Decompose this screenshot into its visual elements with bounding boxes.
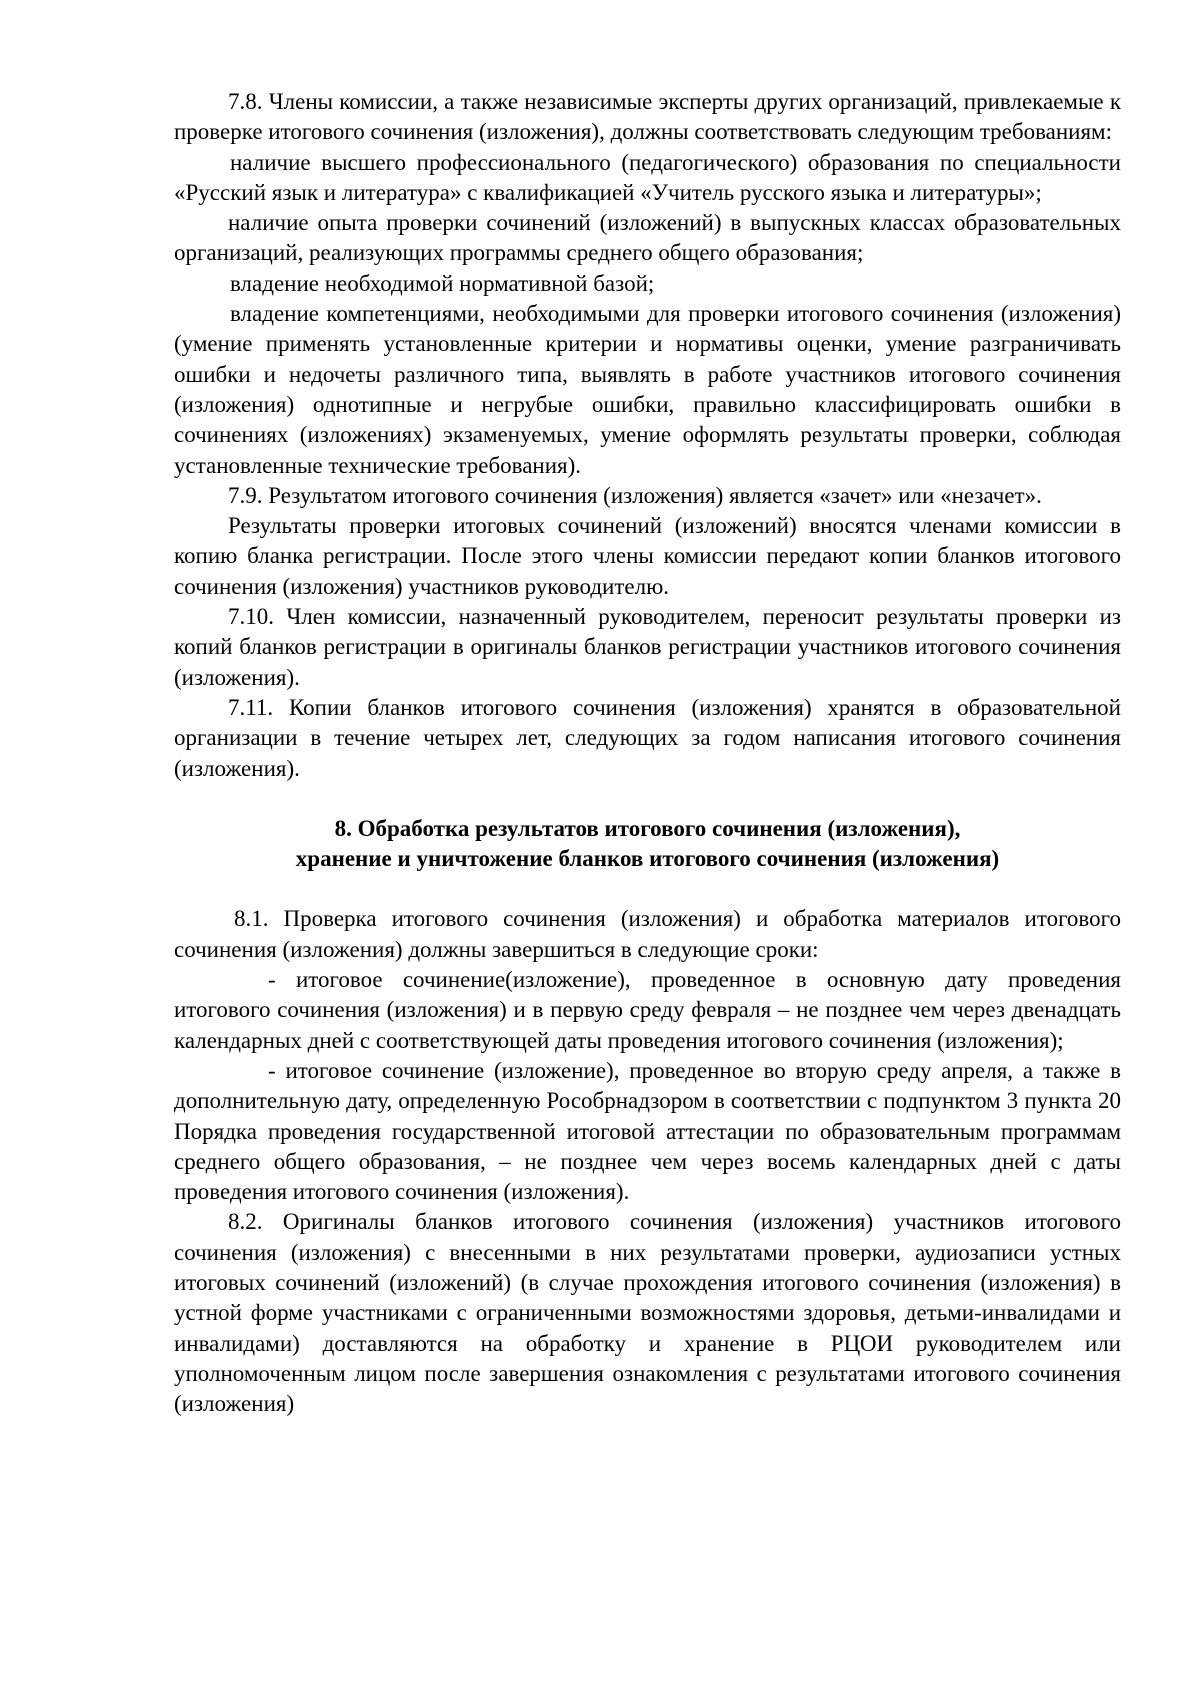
requirement-regulations: владение необходимой нормативной базой; xyxy=(230,270,655,296)
paragraph-7-9: 7.9. Результатом итогового сочинения (изложения) является «зачет» или «незачет». xyxy=(228,482,1042,508)
document-body xyxy=(174,87,1121,1419)
section-8-heading-line-1: 8. Обработка результатов итогового сочинения (изложения), xyxy=(334,815,961,841)
section-8-heading-line-2: хранение и уничтожение бланков итогового сочинения (изложения) xyxy=(295,846,1000,872)
paragraph-8-2: 8.2. Оригиналы бланков итогового сочинения (изложения) участников итогового сочинения (изложения) с внесенными в них результатами проверки, аудиозаписи устных итоговых сочинений (изложений) (в случае прохождения итогового сочинения (изложения) в устной форме участниками с ограниченными возможностями здоровья, детьми-инвалидами и инвалидами) доставляются на обработку и хранение в РЦОИ руководителем или уполномоченным лицом после завершения ознакомления с результатами итогового сочинения (изложения) xyxy=(174,1209,1121,1417)
deadline-item-april-date: - итоговое сочинение (изложение), проведенное во вторую среду апреля, а также в дополнительную дату, определенную Рособрнадзором в соответствии с подпунктом 3 пункта 20 Порядка проведения государственной итоговой аттестации по образовательным программам среднего общего образования, – не позднее чем через восемь календарных дней с даты проведения итогового сочинения (изложения). xyxy=(174,1057,1121,1205)
paragraph-7-8: 7.8. Члены комиссии, а также независимые эксперты других организаций, привлекаемые к проверке итогового сочинения (изложения), должны соответствовать следующим требованиям: xyxy=(174,89,1121,145)
heading-spacer xyxy=(174,874,1121,904)
section-spacer xyxy=(174,784,1121,814)
paragraph-7-10: 7.10. Член комиссии, назначенный руководителем, переносит результаты проверки из копий бланков регистрации в оригиналы бланков регистрации участников итогового сочинения (изложения). xyxy=(174,604,1121,690)
deadline-item-main-date: - итоговое сочинение(изложение), проведенное в основную дату проведения итогового сочинения (изложения) и в первую среду февраля – не позднее чем через двенадцать календарных дней с соответствующей даты проведения итогового сочинения (изложения); xyxy=(174,967,1121,1053)
requirement-competencies: владение компетенциями, необходимыми для проверки итогового сочинения (изложения) (умение применять установленные критерии и нормативы оценки, умение разграничивать ошибки и недочеты различного типа, выявлять в работе участников итогового сочинения (изложения) однотипные и негрубые ошибки, правильно классифицировать ошибки в сочинениях (изложениях) экзаменуемых, умение оформлять результаты проверки, соблюдая установленные технические требования). xyxy=(174,301,1121,478)
paragraph-8-1: 8.1. Проверка итогового сочинения (изложения) и обработка материалов итогового сочинения (изложения) должны завершиться в следующие сроки: xyxy=(174,906,1121,962)
requirement-education: наличие высшего профессионального (педагогического) образования по специальности «Русский язык и литература» с квалификацией «Учитель русского языка и литературы»; xyxy=(174,149,1121,205)
requirement-experience: наличие опыта проверки сочинений (изложений) в выпускных классах образовательных организаций, реализующих программы среднего общего образования; xyxy=(174,210,1121,266)
paragraph-7-11: 7.11. Копии бланков итогового сочинения (изложения) хранятся в образовательной организации в течение четырех лет, следующих за годом написания итогового сочинения (изложения). xyxy=(174,694,1121,781)
paragraph-results-entry: Результаты проверки итоговых сочинений (изложений) вносятся членами комиссии в копию бланка регистрации. После этого члены комиссии передают копии бланков итогового сочинения (изложения) участников руководителю. xyxy=(174,513,1121,599)
